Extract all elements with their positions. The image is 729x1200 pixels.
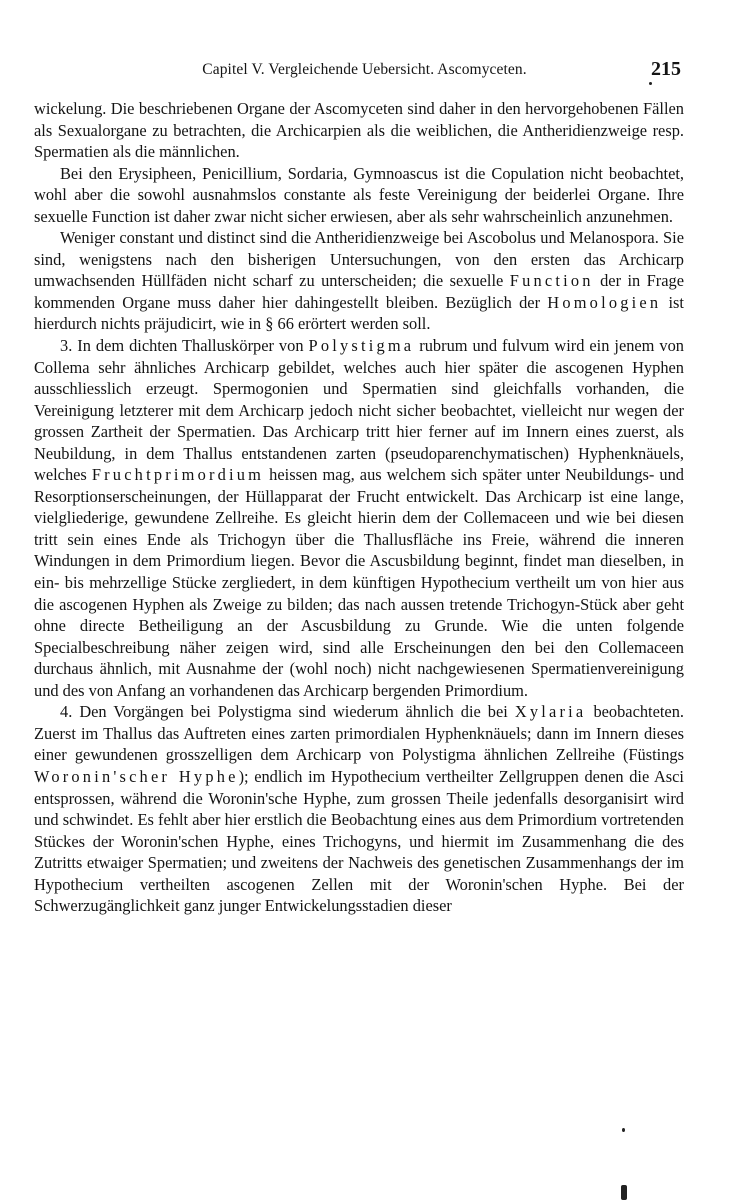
text-run: Bei den Erysipheen, Penicillium, Sordaria, Gymnoascus ist die Copulation nicht beobachtet, wohl aber die sowohl ausnahmslos constante als feste Vereinigung der beiderlei Organe. Ihre sexuelle Function ist daher zwar nicht sicher erwiesen, aber als sehr wahrscheinlich anzunehmen.	[34, 163, 684, 226]
paragraph	[34, 701, 684, 916]
running-title: Capitel V. Vergleichende Uebersicht. Ascomyceten.	[202, 61, 527, 78]
spaced-emphasis: Function	[509, 271, 594, 291]
text-run: rubrum und fulvum wird ein jenem von Collema sehr ähnliches Archicarp gebildet, welches auch hier später die ascogenen Hyphen ausschliesslich erzeugt. Spermogonien und Spermatien sind gleichfalls vorhanden, die Vereinigung letzterer mit dem Archicarp jedoch nicht sicher beobachtet, vielleicht nur wegen der grossen Zartheit der Spermatien. Das Archicarp tritt hier ferner auf im Innern eines zuerst, als Neubildung, in dem Thallus entstandenen zarten (pseudoparenchymatischen) Hyphenknäuels, welches	[34, 336, 684, 485]
paragraph	[34, 227, 684, 335]
text-run: wickelung. Die beschriebenen Organe der Ascomyceten sind daher in den hervorgehobenen Fällen als Sexualorgane zu betrachten, die Archicarpien als die weiblichen, die Antheridienzweige resp. Spermatien als die männlichen.	[34, 99, 684, 162]
text-run: beobachteten. Zuerst im Thallus das Auftreten eines zarten primordialen Hyphenknäuels; dann im Innern dieses einer gewundenen grosszelligen dem Archicarp von Polystigma ähnlichen Zellreihe (Füstings	[34, 702, 684, 765]
text-run: ist hierdurch nichts präjudicirt, wie in § 66 erörtert werden soll.	[34, 292, 684, 334]
text-run: 3. In dem dichten Thalluskörper von	[60, 336, 309, 356]
text-run: 4. Den Vorgängen bei Polystigma sind wiederum ähnlich die bei	[60, 702, 515, 722]
paragraph	[34, 335, 684, 701]
spaced-emphasis: Fruchtprimordium	[91, 465, 265, 485]
page-number: 215	[651, 58, 681, 80]
print-speck	[622, 1128, 625, 1132]
print-speck	[621, 1185, 627, 1200]
text-run: ); endlich im Hypothecium vertheilter Zellgruppen denen die Asci entsprossen, während die Woronin'sche Hyphe, zum grossen Theile jedenfalls desorganisirt wird und schwindet. Es fehlt aber hier erstlich die Beobachtung eines aus dem Primordium vortretenden Stückes der Woronin'schen Hyphe, eines Trichogyns, und hiermit im Zusammenhang die des Zutritts etwaiger Spermatien; und zweitens der Nachweis des genetischen Zusammenhangs der im Hypothecium vertheilten ascogenen Zellen mit der Woronin'schen Hyphe. Bei der Schwerzugänglichkeit ganz junger Entwickelungsstadien dieser	[34, 766, 684, 916]
paragraph	[34, 98, 684, 163]
spaced-emphasis: Homologien	[547, 292, 662, 312]
paragraph	[34, 163, 684, 228]
running-head	[0, 58, 729, 88]
text-run: der in Frage kommenden Organe muss daher hier dahingestellt bleiben. Bezüglich der	[34, 271, 684, 312]
body-text	[34, 98, 684, 917]
print-speck	[649, 82, 652, 85]
text-run: Weniger constant und distinct sind die Antheridienzweige bei Ascobolus und Melanospora. Sie sind, wenigstens nach den bisherigen Untersuchungen, von den ersten das Archicarp umwachsenden Hüllfäden nicht scharf zu unterscheiden; die sexuelle	[34, 228, 684, 291]
spaced-emphasis: Polystigma	[308, 336, 415, 356]
text-run: heissen mag, aus welchem sich später unter Neubildungs- und Resorptionserscheinungen, der Hüllapparat der Frucht entwickelt. Das Archicarp ist eine lange, vielgliederige, gewundene Zellreihe. Es gleicht hierin dem der Collemaceen und wie bei diesen tritt sein eines Ende als Trichogyn über die Thallusfläche ins Freie, während die inneren Windungen in dem Primordium liegen. Bevor die Ascusbildung beginnt, findet man dieselben, in ein- bis mehrzellige Stücke zergliedert, in dem künftigen Hypothecium vertheilt um von hier aus die ascogenen Hyphen als Zweige zu bilden; das nach aussen tretende Trichogyn-Stück aber geht ohne directe Betheiligung an der Ascusbildung zu Grunde. Wie die unten folgende Specialbeschreibung näher zeigen wird, sind alle Erscheinungen den bei den Collemaceen durchaus ähnlich, mit Ausnahme der (wohl noch) nicht nachgewiesenen Spermatienvereinigung und des von Anfang an vorhandenen das Archicarp bergenden Primordium.	[34, 465, 684, 700]
spaced-emphasis: Xylaria	[514, 702, 587, 722]
spaced-emphasis: Woronin'scher Hyphe	[34, 766, 239, 786]
